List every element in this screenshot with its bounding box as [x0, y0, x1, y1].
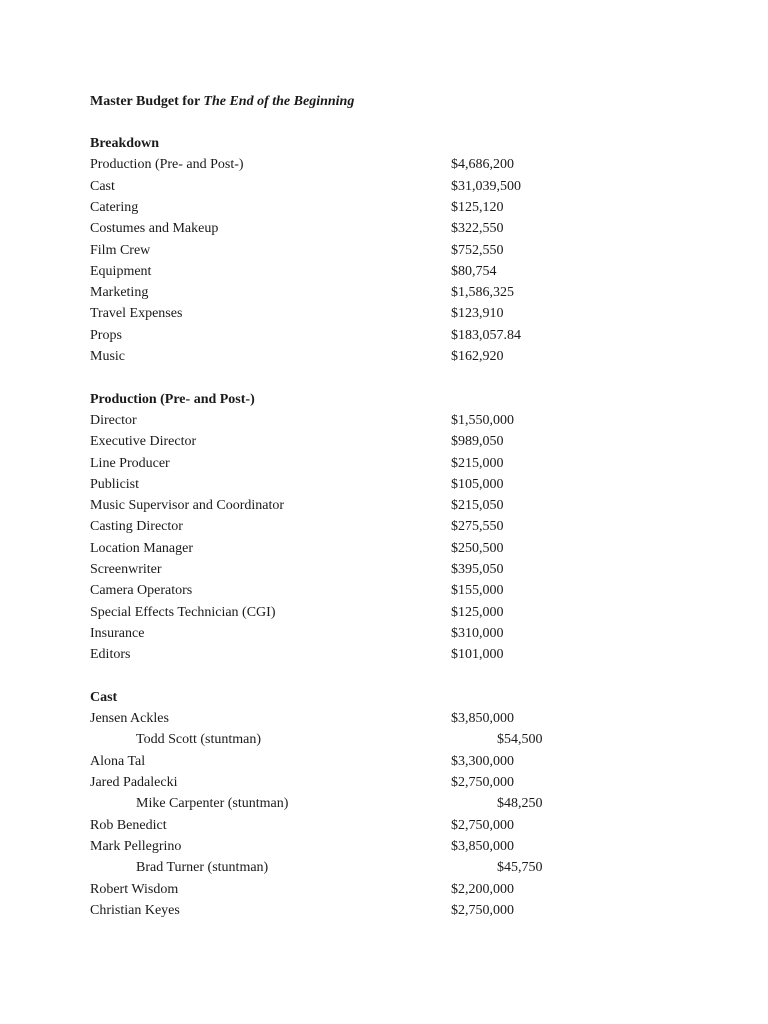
line-item-label: Screenwriter	[90, 562, 162, 577]
line-item-label: Alona Tal	[90, 753, 146, 769]
line-item-amount: $250,500	[451, 540, 504, 556]
line-item-label: Music Supervisor and Coordinator	[90, 498, 285, 514]
line-item-amount: $162,920	[451, 349, 504, 364]
line-item-label: Mike Carpenter (stuntman)	[136, 796, 289, 812]
line-item-label: Location Manager	[90, 540, 194, 556]
line-item-amount: $125,000	[451, 604, 504, 620]
line-item-label: Camera Operators	[90, 583, 193, 599]
line-item-label: Production (Pre- and Post-)	[90, 157, 244, 173]
line-item-label: Music	[90, 349, 125, 364]
budget-row	[0, 433, 768, 454]
film-title: The End of the Beginning	[203, 94, 355, 109]
budget-row	[0, 774, 768, 795]
budget-row	[0, 881, 768, 902]
budget-row	[0, 518, 768, 539]
section-heading-breakdown: Breakdown	[90, 136, 159, 151]
budget-row	[0, 263, 768, 284]
line-item-label: Christian Keyes	[90, 902, 180, 918]
line-item-label: Costumes and Makeup	[90, 221, 219, 237]
budget-row	[0, 710, 768, 731]
line-item-amount: $4,686,200	[451, 157, 514, 173]
line-item-amount: $2,200,000	[451, 881, 514, 897]
line-item-amount: $3,300,000	[451, 753, 514, 769]
budget-subrow	[0, 731, 768, 752]
budget-row	[0, 646, 768, 667]
line-item-amount: $275,550	[451, 519, 504, 535]
line-item-amount: $1,550,000	[451, 412, 514, 428]
budget-row	[0, 753, 768, 774]
line-item-label: Equipment	[90, 263, 152, 279]
line-item-amount: $3,850,000	[451, 711, 514, 727]
line-item-label: Props	[90, 327, 122, 343]
line-item-label: Marketing	[90, 285, 149, 301]
line-item-amount: $45,750	[497, 860, 543, 876]
budget-row	[0, 348, 768, 369]
line-item-amount: $322,550	[451, 221, 504, 237]
line-item-amount: $105,000	[451, 476, 504, 492]
budget-row	[0, 625, 768, 646]
line-item-amount: $989,050	[451, 434, 504, 450]
line-item-label: Todd Scott (stuntman)	[136, 732, 262, 748]
line-item-label: Special Effects Technician (CGI)	[90, 604, 276, 620]
line-item-amount: $125,120	[451, 199, 504, 215]
line-item-amount: $3,850,000	[451, 838, 514, 854]
line-item-amount: $2,750,000	[451, 902, 514, 918]
budget-row	[0, 156, 768, 177]
budget-row	[0, 838, 768, 859]
budget-row	[0, 178, 768, 199]
budget-row	[0, 455, 768, 476]
budget-row	[0, 902, 768, 923]
section-heading-production: Production (Pre- and Post-)	[90, 391, 255, 407]
line-item-amount: $48,250	[497, 796, 543, 812]
budget-subrow	[0, 795, 768, 816]
budget-row	[0, 412, 768, 433]
budget-row	[0, 561, 768, 582]
line-item-label: Cast	[90, 178, 115, 194]
budget-row	[0, 817, 768, 838]
budget-row	[0, 497, 768, 518]
line-item-amount: $155,000	[451, 583, 504, 599]
budget-row	[0, 305, 768, 326]
budget-row	[0, 242, 768, 263]
line-item-label: Brad Turner (stuntman)	[136, 860, 269, 876]
line-item-label: Rob Benedict	[90, 817, 167, 833]
line-item-label: Robert Wisdom	[90, 881, 179, 897]
line-item-amount: $215,050	[451, 498, 504, 514]
budget-row	[0, 284, 768, 305]
line-item-label: Line Producer	[90, 455, 170, 471]
line-item-amount: $2,750,000	[451, 775, 514, 790]
line-item-label: Jared Padalecki	[90, 775, 178, 790]
line-item-label: Mark Pellegrino	[90, 838, 182, 854]
line-item-amount: $54,500	[497, 732, 543, 748]
line-item-label: Jensen Ackles	[90, 711, 169, 727]
page-title	[90, 93, 354, 111]
line-item-amount: $31,039,500	[451, 178, 521, 194]
line-item-amount: $215,000	[451, 455, 504, 471]
budget-row	[0, 220, 768, 241]
line-item-amount: $310,000	[451, 625, 504, 641]
line-item-amount: $123,910	[451, 306, 504, 322]
line-item-label: Director	[90, 412, 137, 428]
line-item-amount: $2,750,000	[451, 817, 514, 833]
line-item-amount: $80,754	[451, 263, 497, 279]
line-item-amount: $183,057.84	[451, 327, 521, 343]
line-item-label: Executive Director	[90, 434, 197, 450]
budget-row	[0, 582, 768, 603]
line-item-label: Catering	[90, 199, 139, 215]
line-item-amount: $752,550	[451, 242, 504, 258]
line-item-label: Editors	[90, 647, 131, 663]
line-item-label: Publicist	[90, 476, 140, 492]
budget-subrow	[0, 859, 768, 880]
budget-row	[0, 476, 768, 497]
line-item-label: Insurance	[90, 625, 145, 641]
line-item-label: Casting Director	[90, 519, 183, 535]
line-item-label: Film Crew	[90, 242, 151, 258]
budget-row	[0, 604, 768, 625]
line-item-amount: $395,050	[451, 562, 504, 577]
line-item-label: Travel Expenses	[90, 306, 183, 322]
budget-row	[0, 199, 768, 220]
title-prefix: Master Budget for	[90, 94, 204, 109]
budget-row	[0, 540, 768, 561]
section-heading-cast: Cast	[90, 689, 118, 705]
budget-row	[0, 327, 768, 348]
line-item-amount: $1,586,325	[451, 285, 514, 301]
line-item-amount: $101,000	[451, 647, 504, 663]
